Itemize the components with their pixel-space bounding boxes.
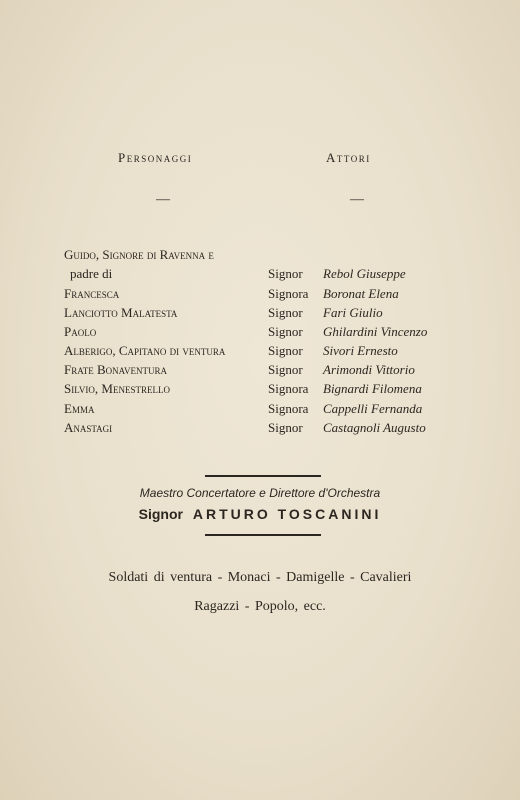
- role-name: Paolo: [64, 324, 97, 339]
- actor-name: Cappelli Fernanda: [323, 401, 423, 416]
- cast-row: [0, 303, 520, 322]
- actor-title: Signora: [268, 286, 309, 301]
- extras-line-2: Ragazzi - Popolo, ecc.: [194, 599, 326, 614]
- characters-header: Personaggi: [118, 150, 193, 165]
- actor-name: Castagnoli Augusto: [323, 420, 426, 435]
- cast-row: [0, 399, 520, 418]
- role-name: Alberigo, Capitano di ventura: [64, 343, 226, 358]
- cast-row: [0, 379, 520, 398]
- role-name: Guido, Signore di Ravenna e: [64, 247, 214, 262]
- cast-row: [0, 284, 520, 303]
- actors-dash: —: [350, 192, 364, 207]
- actor-title: Signora: [268, 381, 309, 396]
- conductor-line: [0, 506, 520, 522]
- actor-name: Arimondi Vittorio: [323, 362, 415, 377]
- actor-name: Sivori Ernesto: [323, 343, 398, 358]
- actor-name: Rebol Giuseppe: [323, 266, 406, 281]
- actor-title: Signor: [268, 266, 303, 281]
- actor-name: Fari Giulio: [323, 305, 383, 320]
- actor-title: Signor: [268, 305, 303, 320]
- role-name: Emma: [64, 401, 95, 416]
- role-name: Anastagi: [64, 420, 113, 435]
- divider-top: [205, 475, 321, 477]
- maestro-caption: Maestro Concertatore e Direttore d'Orchestra: [139, 486, 381, 500]
- actor-name: Bignardi Filomena: [323, 381, 422, 396]
- actors-header: Attori: [326, 150, 371, 165]
- extras-line-1: Soldati di ventura - Monaci - Damigelle - Cavalieri: [108, 570, 412, 585]
- conductor-name: ARTURO TOSCANINI: [192, 506, 382, 522]
- conductor-title: Signor: [138, 506, 183, 522]
- role-name: Francesca: [64, 286, 120, 301]
- divider-bottom: [205, 534, 321, 536]
- cast-row: [0, 245, 520, 264]
- actor-title: Signor: [268, 324, 303, 339]
- role-name: padre di: [70, 266, 113, 281]
- role-name: Frate Bonaventura: [64, 362, 167, 377]
- cast-row: [0, 418, 520, 437]
- actor-title: Signor: [268, 343, 303, 358]
- actor-title: Signora: [268, 401, 309, 416]
- role-name: Lanciotto Malatesta: [64, 305, 178, 320]
- cast-row: [0, 341, 520, 360]
- role-name: Silvio, Menestrello: [64, 381, 170, 396]
- cast-row: [0, 264, 520, 283]
- characters-dash: —: [156, 192, 170, 207]
- cast-row: [0, 322, 520, 341]
- actor-name: Boronat Elena: [323, 286, 399, 301]
- actor-name: Ghilardini Vincenzo: [323, 324, 428, 339]
- cast-row: [0, 360, 520, 379]
- actor-title: Signor: [268, 362, 303, 377]
- actor-title: Signor: [268, 420, 303, 435]
